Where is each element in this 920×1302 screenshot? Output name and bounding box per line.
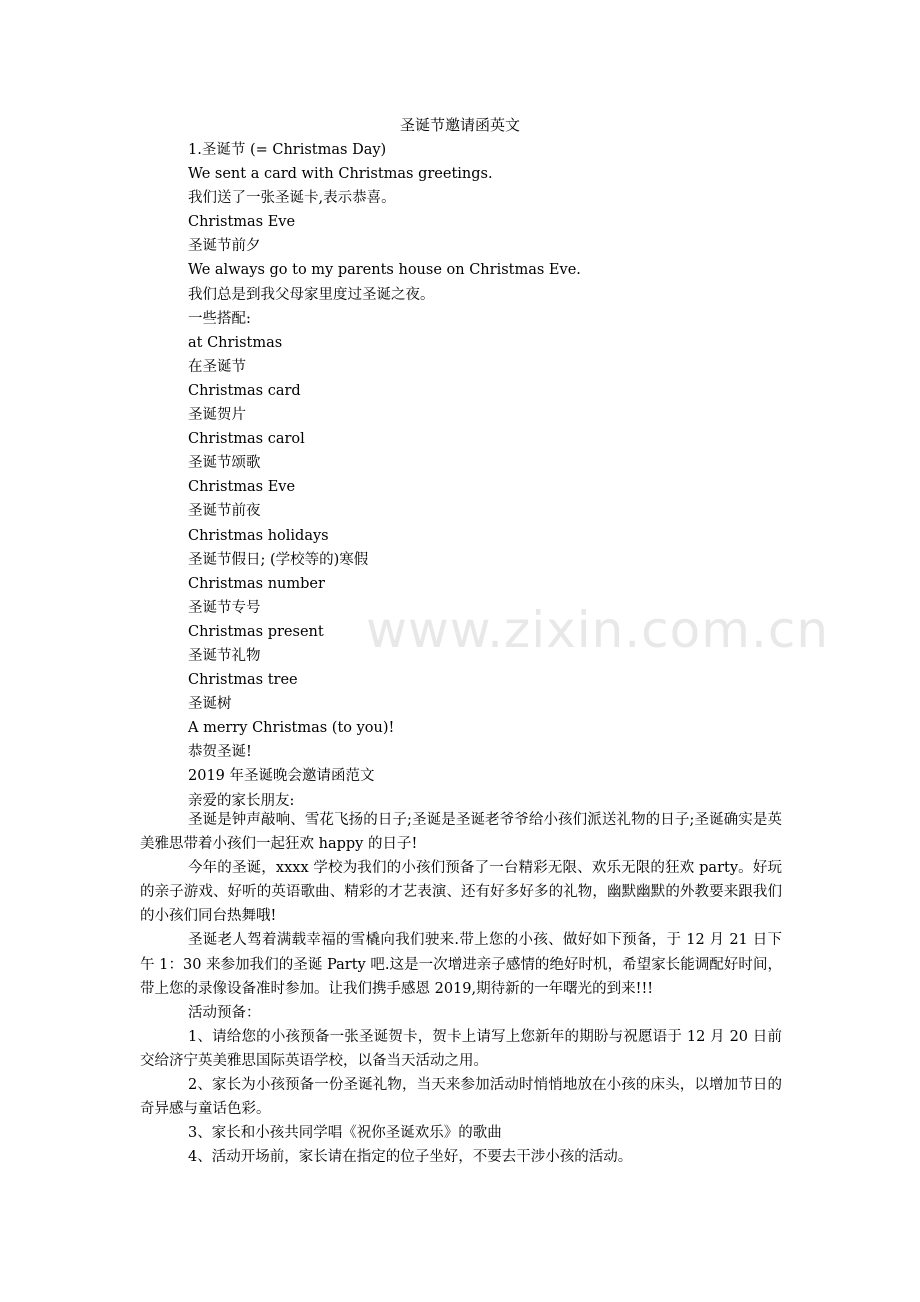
- text-line: 一些搭配:: [188, 310, 251, 327]
- text-line: Christmas Eve: [188, 479, 296, 496]
- text-line: Christmas holidays: [188, 527, 329, 544]
- paragraph: 圣诞老人驾着满载幸福的雪橇向我们驶来.带上您的小孩、做好如下预备，于 12 月 21 日下午 1：30 来参加我们的圣诞 Party 吧.这是一次增进亲子感情的绝好时机，希望家长能调配好时间，带上您的录像设备准时参加。让我们携手感恩 2019,期待新的一年曙光的到来!!!: [140, 932, 782, 997]
- paragraph: 活动预备：: [188, 1004, 261, 1021]
- paragraph: 2、家长为小孩预备一份圣诞礼物，当天来参加活动时悄悄地放在小孩的床头，以增加节日的奇异感与童话色彩。: [140, 1077, 782, 1118]
- text-line: 圣诞贺片: [188, 407, 246, 424]
- body-paragraphs: [140, 808, 782, 1169]
- text-line: 亲爱的家长朋友:: [188, 792, 295, 809]
- text-line: 圣诞树: [188, 696, 232, 713]
- text-line: 圣诞节前夕: [188, 238, 261, 255]
- text-line: We always go to my parents house on Christmas Eve.: [188, 262, 581, 279]
- text-line: Christmas tree: [188, 672, 298, 689]
- text-line: We sent a card with Christmas greetings.: [188, 166, 493, 183]
- line-list: [188, 138, 830, 813]
- paragraph: 1、请给您的小孩预备一张圣诞贺卡，贺卡上请写上您新年的期盼与祝愿语于 12 月 20 日前交给济宁英美雅思国际英语学校，以备当天活动之用。: [140, 1028, 782, 1069]
- text-line: Christmas number: [188, 575, 325, 592]
- text-line: 圣诞节颂歌: [188, 455, 261, 472]
- text-line: at Christmas: [188, 334, 283, 351]
- text-line: Christmas Eve: [188, 214, 296, 231]
- text-line: A merry Christmas (to you)!: [188, 720, 395, 737]
- text-line: 圣诞节专号: [188, 599, 261, 616]
- text-line: Christmas card: [188, 382, 301, 399]
- text-line: 1.圣诞节 (= Christmas Day): [188, 142, 387, 158]
- text-line: 圣诞节前夜: [188, 503, 261, 520]
- text-line: 我们送了一张圣诞卡,表示恭喜。: [188, 190, 396, 207]
- text-line: 在圣诞节: [188, 358, 246, 375]
- text-line: Christmas present: [188, 623, 324, 640]
- text-line: 圣诞节礼物: [188, 647, 261, 664]
- text-line: 圣诞节假日; (学校等的)寒假: [188, 551, 369, 568]
- paragraph: 今年的圣诞，xxxx 学校为我们的小孩们预备了一台精彩无限、欢乐无限的狂欢 party。好玩的亲子游戏、好听的英语歌曲、精彩的才艺表演、还有好多好多的礼物，幽默幽默的外教要来跟我们的小孩们同台热舞哦!: [140, 860, 782, 925]
- document-title: 圣诞节邀请函英文: [399, 116, 520, 134]
- text-line: 2019 年圣诞晚会邀请函范文: [188, 768, 375, 785]
- paragraph: 3、家长和小孩共同学唱《祝你圣诞欢乐》的歌曲: [188, 1125, 502, 1142]
- paragraph: 4、活动开场前，家长请在指定的位子坐好，不要去干涉小孩的活动。: [188, 1149, 633, 1166]
- text-line: 恭贺圣诞!: [188, 744, 252, 761]
- paragraph: 圣诞是钟声敲响、雪花飞扬的日子;圣诞是圣诞老爷爷给小孩们派送礼物的日子;圣诞确实是英美雅思带着小孩们一起狂欢 happy 的日子!: [140, 812, 782, 853]
- watermark: www.zixin.com.cn: [366, 601, 830, 659]
- text-line: 我们总是到我父母家里度过圣诞之夜。: [188, 286, 435, 303]
- text-line: Christmas carol: [188, 431, 305, 448]
